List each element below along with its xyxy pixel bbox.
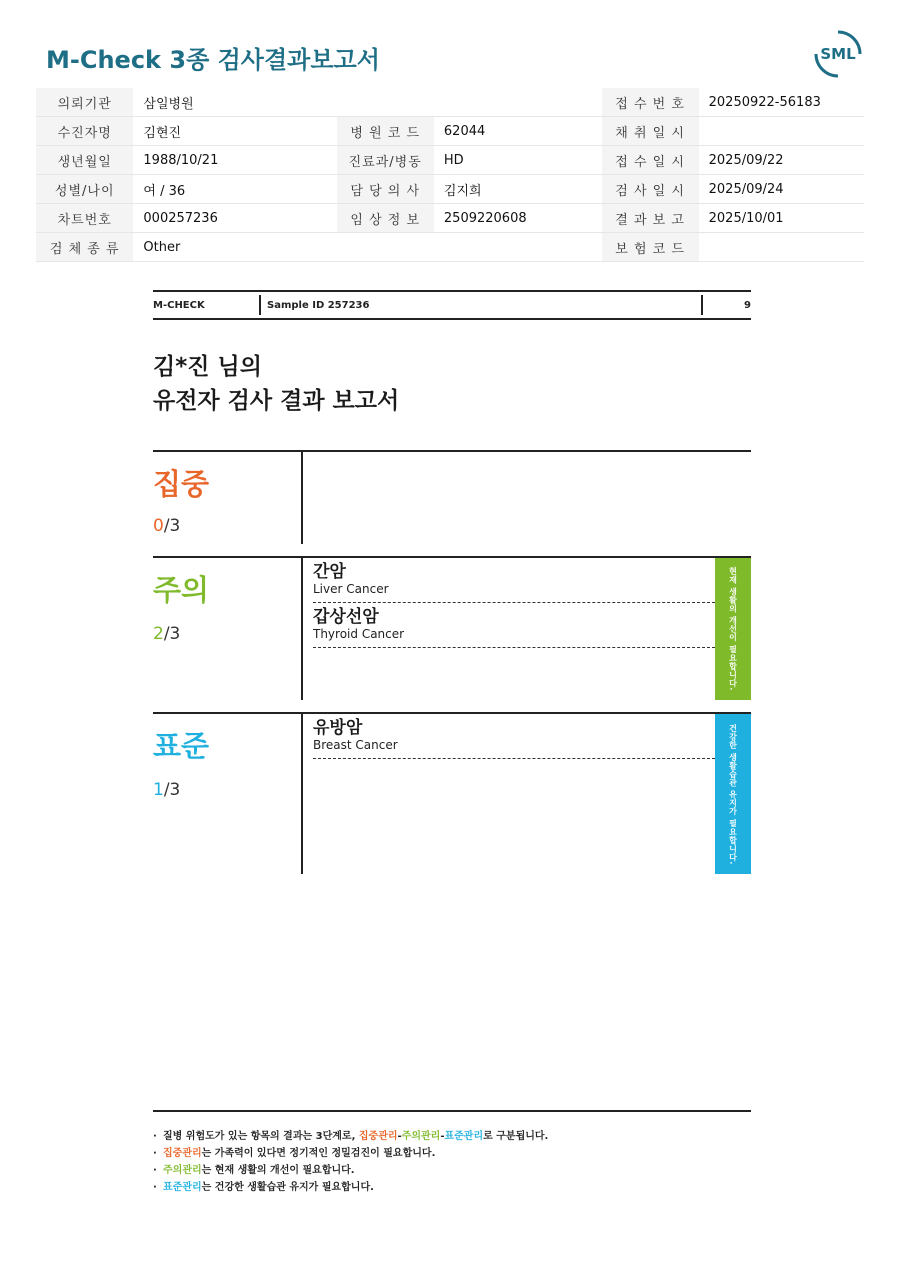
info-value	[434, 88, 602, 117]
info-label: 병 원 코 드	[337, 117, 434, 146]
risk-count-total: /3	[163, 780, 181, 800]
info-label	[337, 88, 434, 117]
disease-name-ko: 간암	[313, 562, 346, 582]
report-title-line2: 유전자 검사 결과 보고서	[153, 388, 400, 414]
risk-level-panel	[153, 558, 303, 700]
info-label: 보 험 코 드	[602, 233, 699, 262]
info-label: 수진자명	[36, 117, 133, 146]
info-label: 접 수 번 호	[602, 88, 699, 117]
risk-count-value: 1	[153, 780, 164, 800]
disease-name-ko: 유방암	[313, 718, 363, 738]
risk-count	[153, 516, 180, 536]
info-value: HD	[434, 146, 602, 175]
info-value	[434, 233, 602, 262]
info-row	[36, 233, 864, 262]
info-value: 2025/09/22	[699, 146, 864, 175]
info-label: 검 사 일 시	[602, 175, 699, 204]
info-value: 2025/10/01	[699, 204, 864, 233]
risk-count	[153, 624, 180, 644]
risk-section	[153, 712, 751, 874]
info-value: 2025/09/24	[699, 175, 864, 204]
info-value: 1988/10/21	[133, 146, 336, 175]
risk-level-name: 주의	[153, 573, 210, 607]
note-line-3: · 주의관리는 현재 생활의 개선이 필요합니다.	[153, 1165, 355, 1176]
risk-count-value: 2	[153, 624, 164, 644]
note-line-1: · 질병 위험도가 있는 항목의 결과는 3단계로, 집중관리-주의관리-표준관리로 구분됩니다.	[153, 1131, 549, 1142]
info-value: Other	[133, 233, 336, 262]
info-label: 성별/나이	[36, 175, 133, 204]
info-value: 김지희	[434, 175, 602, 204]
risk-count	[153, 780, 180, 800]
side-advice-bar: 건강한 생활습관 유지가 필요합니다.	[715, 714, 751, 874]
info-value: 000257236	[133, 204, 336, 233]
report-header-title: M-Check 3종 검사결과보고서	[46, 46, 380, 74]
risk-section	[153, 556, 751, 700]
disease-item	[313, 607, 715, 648]
info-label: 채 취 일 시	[602, 117, 699, 146]
risk-section	[153, 450, 751, 544]
report-title-line1: 김*진 님의	[153, 354, 262, 380]
risk-count-total: /3	[163, 624, 181, 644]
info-row	[36, 117, 864, 146]
info-value: 삼일병원	[133, 88, 336, 117]
note-line-4: · 표준관리는 건강한 생활습관 유지가 필요합니다.	[153, 1182, 374, 1193]
info-label: 결 과 보 고	[602, 204, 699, 233]
disease-item	[313, 718, 715, 759]
info-row	[36, 175, 864, 204]
risk-level-name: 표준	[153, 729, 210, 763]
side-advice-bar: 현재 생활의 개선이 필요합니다.	[715, 558, 751, 700]
legend-notes	[153, 1128, 751, 1196]
info-row	[36, 88, 864, 117]
note-line-2: · 집중관리는 가족력이 있다면 정기적인 정밀검진이 필요합니다.	[153, 1148, 436, 1159]
sample-id: Sample ID 257236	[267, 300, 370, 311]
footer-divider	[153, 1110, 751, 1112]
report-subheader	[153, 290, 751, 320]
page-number: 9	[744, 300, 751, 311]
disease-name-en: Thyroid Cancer	[313, 627, 405, 641]
disease-name-ko: 갑상선암	[313, 607, 379, 627]
info-value	[699, 117, 864, 146]
info-label: 차트번호	[36, 204, 133, 233]
sml-logo	[812, 28, 864, 80]
info-value: 김현진	[133, 117, 336, 146]
logo-text: SML	[820, 45, 856, 63]
risk-level-panel	[153, 452, 303, 544]
info-label: 접 수 일 시	[602, 146, 699, 175]
info-label: 검 체 종 류	[36, 233, 133, 262]
report-title	[153, 350, 399, 418]
info-value	[699, 233, 864, 262]
info-value: 2509220608	[434, 204, 602, 233]
patient-info-table	[36, 88, 864, 262]
info-row	[36, 204, 864, 233]
info-value: 20250922-56183	[699, 88, 864, 117]
risk-level-name: 집중	[153, 467, 210, 501]
info-label: 임 상 정 보	[337, 204, 434, 233]
info-label: 담 당 의 사	[337, 175, 434, 204]
risk-count-total: /3	[163, 516, 181, 536]
info-value: 62044	[434, 117, 602, 146]
risk-level-panel	[153, 714, 303, 874]
disease-name-en: Liver Cancer	[313, 582, 389, 596]
info-label: 진료과/병동	[337, 146, 434, 175]
info-label: 의뢰기관	[36, 88, 133, 117]
info-label	[337, 233, 434, 262]
info-label: 생년월일	[36, 146, 133, 175]
disease-name-en: Breast Cancer	[313, 738, 398, 752]
info-value: 여 / 36	[133, 175, 336, 204]
report-page	[153, 290, 751, 865]
info-row	[36, 146, 864, 175]
disease-item	[313, 562, 715, 603]
brand-label: M-CHECK	[153, 300, 205, 311]
risk-count-value: 0	[153, 516, 164, 536]
